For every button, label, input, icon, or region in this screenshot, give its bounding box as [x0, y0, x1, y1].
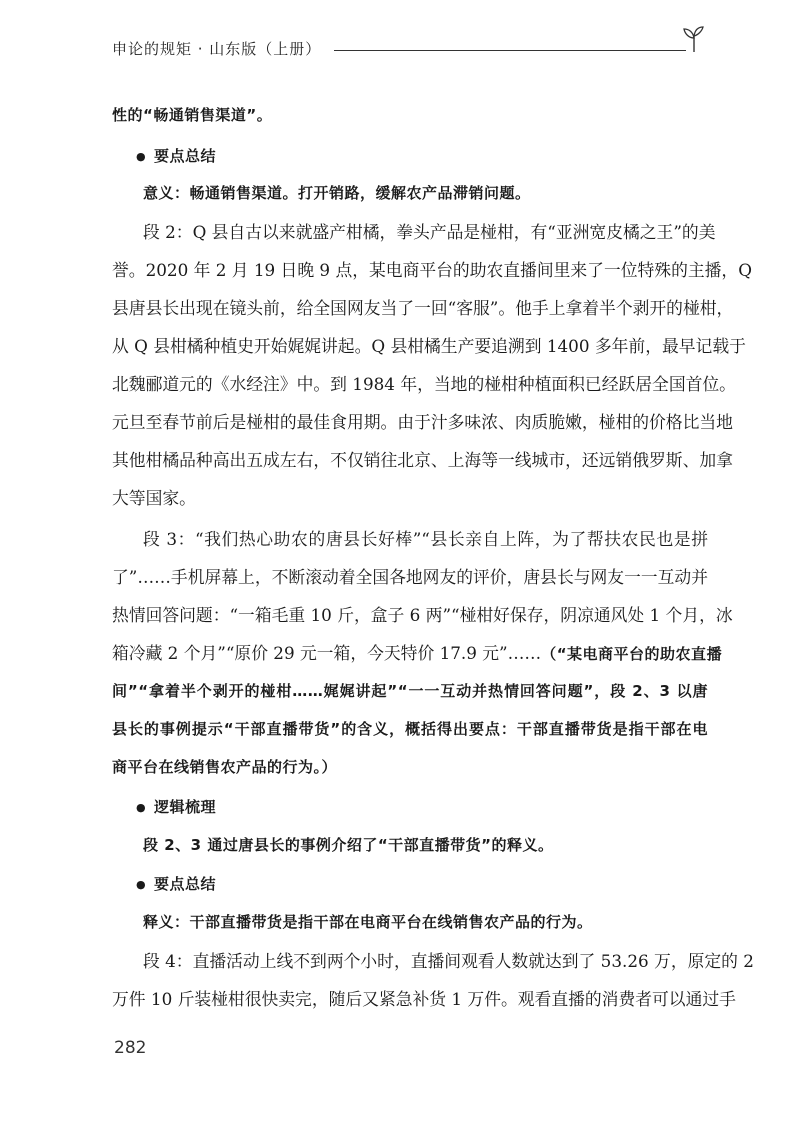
text-line: 性的“畅通销售渠道”。 — [112, 106, 273, 124]
analysis-line: 县长的事例提示“干部直播带货”的含义，概括得出要点：干部直播带货是指干部在电 — [112, 720, 708, 738]
page-number: 282 — [114, 1038, 147, 1058]
analysis-run: （“某电商平台的助农直播 — [541, 645, 723, 663]
analysis-line: 间”“拿着半个剥开的椪柑……娓娓讲起”“一一互动并热情回答问题”，段 2、3 以唐 — [112, 682, 708, 700]
paragraph-line: 段 2：Q 县自古以来就盛产柑橘，拳头产品是椪柑，有“亚洲宽皮橘之王”的美 — [143, 222, 716, 242]
paragraph-line: 其他柑橘品种高出五成左右，不仅销往北京、上海等一线城市，还远销俄罗斯、加拿 — [112, 450, 733, 470]
paragraph-line: 县唐县长出现在镜头前，给全国网友当了一回“客服”。他手上拿着半个剥开的椪柑， — [112, 298, 734, 318]
text-line: 释义：干部直播带货是指干部在电商平台在线销售农产品的行为。 — [143, 913, 593, 931]
section-label-logic: ● 逻辑梳理 — [136, 792, 732, 822]
paragraph-line: 万件 10 斤装椪柑很快卖完，随后又紧急补货 1 万件。观看直播的消费者可以通过手 — [112, 989, 736, 1009]
running-header — [112, 36, 704, 60]
sprout-icon — [680, 24, 708, 54]
paragraph-line: 热情回答问题：“一箱毛重 10 斤，盒子 6 两”“椪柑好保存，阴凉通风处 1 个月，冰 — [112, 605, 733, 625]
paragraph-line: 大等国家。 — [112, 488, 196, 508]
paragraph-line — [112, 638, 723, 668]
section-label-key-points: ● 要点总结 — [136, 869, 732, 899]
text-run: 箱冷藏 2 个月”“原价 29 元一箱，今天特价 17.9 元”…… — [112, 643, 542, 663]
text-line: 意义：畅通销售渠道。打开销路，缓解农产品滞销问题。 — [143, 184, 531, 202]
paragraph-line: 誉。2020 年 2 月 19 日晚 9 点，某电商平台的助农直播间里来了一位特殊的主播，Q — [112, 260, 752, 280]
paragraph-line: 段 3：“我们热心助农的唐县长好棒”“县长亲自上阵，为了帮扶农民也是拼 — [143, 529, 708, 549]
analysis-line: 商平台在线销售农产品的行为。） — [112, 758, 338, 776]
section-label-key-points: ● 要点总结 — [136, 141, 732, 171]
paragraph-line: 了”……手机屏幕上，不断滚动着全国各地网友的评价，唐县长与网友一一互动并 — [112, 567, 708, 587]
paragraph-line: 元旦至春节前后是椪柑的最佳食用期。由于汁多味浓、肉质脆嫩，椪柑的价格比当地 — [112, 412, 733, 432]
paragraph-line: 段 4：直播活动上线不到两个小时，直播间观看人数就达到了 53.26 万，原定的 2 — [143, 951, 754, 971]
book-title: 申论的规矩 · 山东版（上册） — [112, 40, 322, 58]
text-line: 段 2、3 通过唐县长的事例介绍了“干部直播带货”的释义。 — [143, 836, 554, 854]
paragraph-line: 北魏郦道元的《水经注》中。到 1984 年，当地的椪柑种植面积已经跃居全国首位。 — [112, 374, 736, 394]
paragraph-line: 从 Q 县柑橘种植史开始娓娓讲起。Q 县柑橘生产要追溯到 1400 多年前，最早记载于 — [112, 336, 746, 356]
header-rule — [334, 50, 686, 51]
